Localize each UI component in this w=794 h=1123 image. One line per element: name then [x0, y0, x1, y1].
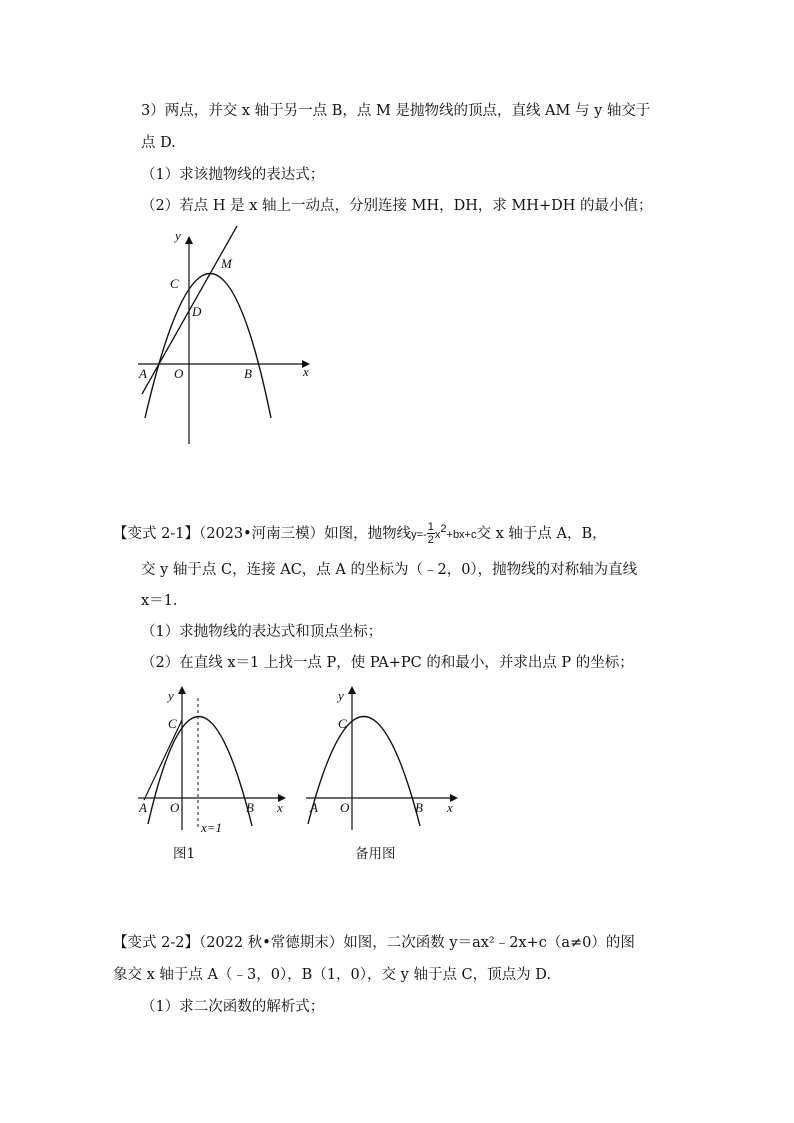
- label-y: y: [338, 688, 344, 703]
- question-1: （1）求二次函数的解析式；: [141, 999, 325, 1015]
- problem-text-line: 交 y 轴于点 C，连接 AC，点 A 的坐标为（﹣2，0），抛物线的对称轴为直线: [141, 562, 638, 578]
- label-o: O: [174, 366, 184, 381]
- variant-tag: 【变式 2-1】: [113, 525, 199, 542]
- label-o: O: [340, 800, 350, 815]
- label-b: B: [415, 800, 423, 815]
- fraction-numerator: 1: [427, 521, 434, 534]
- label-a: A: [310, 800, 318, 815]
- label-c: C: [338, 716, 347, 731]
- label-b: B: [246, 800, 254, 815]
- label-o: O: [170, 800, 180, 815]
- y-axis-arrow: [185, 236, 193, 244]
- variant-source: （2023•河南三模）如图，抛物线: [198, 525, 412, 542]
- parabola-figure-backup: [302, 684, 466, 836]
- label-x: x: [303, 364, 309, 379]
- parabola-figure-1: [130, 222, 320, 452]
- label-c: C: [168, 716, 177, 731]
- parabola-figure-2: [134, 684, 294, 836]
- question-1: （1）求该抛物线的表达式；: [141, 167, 325, 183]
- backup-figure-caption: 备用图: [355, 846, 396, 862]
- label-x: x: [447, 800, 453, 815]
- problem-text-line: 3）两点，并交 x 轴于另一点 B，点 M 是抛物线的顶点，直线 AM 与 y 轴交于: [141, 103, 651, 119]
- parabola-curve: [148, 716, 252, 826]
- label-x: x: [277, 800, 283, 815]
- problem-text-line: x＝1.: [141, 593, 178, 609]
- label-d: D: [192, 304, 202, 319]
- question-2: （2）在直线 x＝1 上找一点 P，使 PA+PC 的和最小，并求出点 P 的坐标；: [141, 655, 634, 671]
- formula-prefix: y=-: [411, 528, 427, 541]
- parabola-curve: [145, 274, 271, 419]
- formula-exponent: 2: [440, 523, 447, 535]
- formula-rest: +bx+c: [446, 528, 477, 541]
- variant-2-2-line1: 【变式 2-2】（2022 秋•常德期末）如图，二次函数 y＝ax²﹣2x+c（a≠0）的图: [113, 935, 635, 951]
- problem-text-line: 点 D.: [141, 135, 176, 151]
- y-axis-arrow: [178, 686, 186, 694]
- formula-x: x: [434, 528, 441, 541]
- variant-text: 交 x 轴于点 A，B，: [476, 525, 607, 542]
- problem-text-line: 象交 x 轴于点 A（﹣3，0），B（1，0），交 y 轴于点 C，顶点为 D.: [113, 967, 551, 983]
- question-1: （1）求抛物线的表达式和顶点坐标；: [141, 624, 383, 640]
- label-m: M: [221, 256, 232, 271]
- question-2: （2）若点 H 是 x 轴上一动点，分别连接 MH，DH，求 MH+DH 的最小值；: [141, 198, 653, 214]
- label-c: C: [170, 276, 179, 291]
- label-a: A: [139, 366, 147, 381]
- y-axis-arrow: [348, 686, 356, 694]
- label-b: B: [244, 366, 252, 381]
- line-ac: [144, 720, 182, 800]
- label-y: y: [168, 688, 174, 703]
- label-a: A: [139, 800, 147, 815]
- formula-fraction: [427, 521, 435, 546]
- variant-2-1-line1: [113, 519, 607, 546]
- label-symmetry-axis: x=1: [201, 820, 223, 835]
- figure-1-caption: 图1: [173, 846, 196, 862]
- label-y: y: [175, 228, 181, 243]
- parabola-curve: [308, 716, 420, 826]
- fraction-denominator: 2: [427, 534, 434, 547]
